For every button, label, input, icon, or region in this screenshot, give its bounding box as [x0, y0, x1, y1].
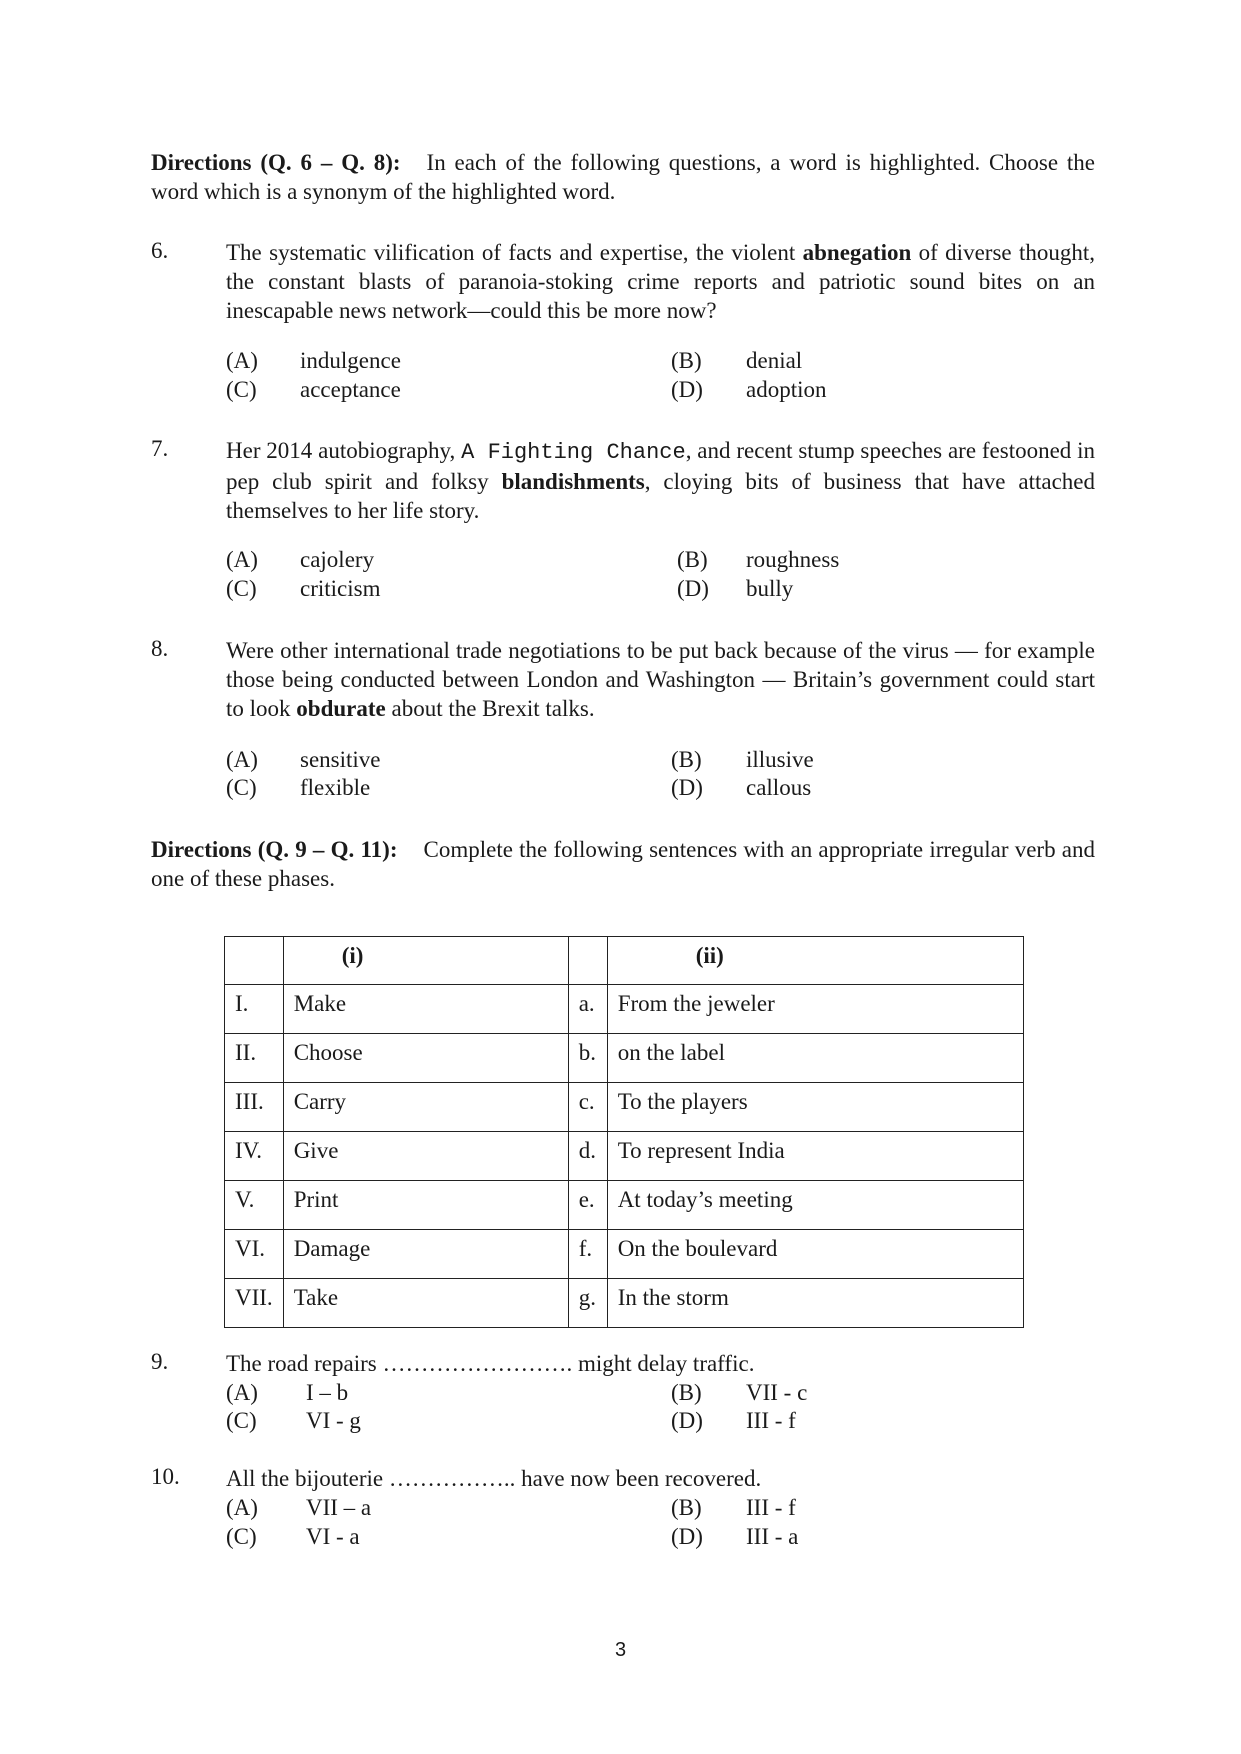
matching-table — [224, 936, 1024, 1328]
question-text-part: of diverse thought, the constant blasts of paranoia-stoking crime reports and patriotic sound bites on an inescapable news network—could this be more now? — [226, 240, 1096, 323]
option-text: III - f — [746, 1408, 796, 1433]
option-letter: (C) — [226, 1408, 257, 1433]
table-cell — [225, 937, 284, 985]
question-8-text — [226, 636, 1095, 723]
phrase: From the jeweler — [607, 985, 1023, 1034]
table-cell — [568, 937, 607, 985]
page-number: 3 — [614, 1639, 627, 1661]
phrase: To represent India — [607, 1132, 1023, 1181]
option-text: III - f — [746, 1495, 796, 1520]
verb: Print — [283, 1181, 568, 1230]
table-row — [225, 1181, 1024, 1230]
phrase-letter: e. — [568, 1181, 607, 1230]
phrase: At today’s meeting — [607, 1181, 1023, 1230]
option-letter: (C) — [226, 576, 257, 601]
table-row — [225, 985, 1024, 1034]
question-text-part: The systematic vilification of facts and expertise, the violent — [226, 240, 803, 265]
phrase-letter: a. — [568, 985, 607, 1034]
directions-label: Directions (Q. 6 – Q. 8): — [151, 150, 401, 175]
verb: Damage — [283, 1230, 568, 1279]
option-text: VII - c — [746, 1380, 808, 1405]
phrase: On the boulevard — [607, 1230, 1023, 1279]
verb: Make — [283, 985, 568, 1034]
table-row — [225, 1132, 1024, 1181]
highlighted-word: blandishments — [501, 469, 645, 494]
roman-numeral: II. — [225, 1034, 284, 1083]
verb: Carry — [283, 1083, 568, 1132]
option-letter: (D) — [671, 1408, 703, 1433]
question-9-text: The road repairs ……………………. might delay traffic. — [226, 1351, 755, 1376]
option-letter: (A) — [226, 348, 258, 373]
phrase: To the players — [607, 1083, 1023, 1132]
option-text: denial — [746, 348, 803, 373]
option-letter: (B) — [671, 747, 702, 772]
question-text-part: Her 2014 autobiography, — [226, 438, 462, 463]
phrase-letter: d. — [568, 1132, 607, 1181]
question-number: 7. — [151, 436, 169, 461]
option-text: cajolery — [300, 547, 375, 572]
option-text: indulgence — [300, 348, 401, 373]
highlighted-word: obdurate — [296, 696, 386, 721]
directions-q9-q11 — [151, 835, 1095, 893]
roman-numeral: VII. — [225, 1279, 284, 1328]
option-text: VI - a — [306, 1524, 360, 1549]
table-header-i: (i) — [283, 937, 568, 985]
directions-text: Complete the following sentences with an appropriate irregular verb and one of these phases. — [151, 837, 1095, 891]
roman-numeral: V. — [225, 1181, 284, 1230]
directions-label: Directions (Q. 9 – Q. 11): — [151, 837, 398, 862]
option-letter: (D) — [671, 377, 703, 402]
verb: Choose — [283, 1034, 568, 1083]
option-text: criticism — [300, 576, 381, 601]
phrase-letter: g. — [568, 1279, 607, 1328]
table-row — [225, 1083, 1024, 1132]
directions-text: In each of the following questions, a word is highlighted. Choose the word which is a synonym of the highlighted word. — [151, 150, 1096, 204]
question-number: 10. — [151, 1464, 180, 1489]
question-text-part: , and recent stump speeches are festooned in pep club spirit and folksy — [226, 438, 1096, 494]
table-header-row — [225, 937, 1024, 985]
question-text-part: about the Brexit talks. — [385, 696, 595, 721]
highlighted-word: abnegation — [802, 240, 912, 265]
option-text: acceptance — [300, 377, 401, 402]
option-letter: (B) — [671, 1380, 702, 1405]
roman-numeral: IV. — [225, 1132, 284, 1181]
question-text-part: , cloying bits of business that have attached themselves to her life story. — [226, 469, 1095, 523]
phrase-letter: c. — [568, 1083, 607, 1132]
option-letter: (B) — [671, 1495, 702, 1520]
directions-q6-q8 — [151, 148, 1095, 206]
option-text: callous — [746, 775, 812, 800]
option-letter: (A) — [226, 547, 258, 572]
option-letter: (A) — [226, 1495, 258, 1520]
table-header-ii: (ii) — [607, 937, 1023, 985]
option-letter: (D) — [671, 1524, 703, 1549]
table-row — [225, 1230, 1024, 1279]
option-text: bully — [746, 576, 794, 601]
phrase-letter: b. — [568, 1034, 607, 1083]
option-text: roughness — [746, 547, 840, 572]
option-letter: (D) — [671, 775, 703, 800]
book-title: A Fighting Chance — [461, 440, 686, 465]
option-letter: (A) — [226, 1380, 258, 1405]
option-letter: (C) — [226, 1524, 257, 1549]
option-text: flexible — [300, 775, 371, 800]
verb: Take — [283, 1279, 568, 1328]
question-7-text — [226, 436, 1095, 525]
table-row — [225, 1279, 1024, 1328]
option-text: VII – a — [306, 1495, 372, 1520]
option-text: illusive — [746, 747, 814, 772]
question-10-text: All the bijouterie …………….. have now been recovered. — [226, 1466, 762, 1491]
option-text: III - a — [746, 1524, 799, 1549]
question-text-part: Were other international trade negotiations to be put back because of the virus — for example those being conducted between London and Washington — Britain’s government could start to look — [226, 638, 1095, 721]
option-letter: (B) — [671, 348, 702, 373]
option-text: sensitive — [300, 747, 381, 772]
phrase: on the label — [607, 1034, 1023, 1083]
option-letter: (B) — [677, 547, 708, 572]
roman-numeral: I. — [225, 985, 284, 1034]
table-row — [225, 1034, 1024, 1083]
roman-numeral: VI. — [225, 1230, 284, 1279]
phrase-letter: f. — [568, 1230, 607, 1279]
option-letter: (A) — [226, 747, 258, 772]
option-text: VI - g — [306, 1408, 361, 1433]
verb: Give — [283, 1132, 568, 1181]
question-6-text — [226, 238, 1095, 325]
question-number: 6. — [151, 238, 169, 263]
question-number: 9. — [151, 1349, 169, 1374]
option-text: adoption — [746, 377, 827, 402]
question-number: 8. — [151, 636, 169, 661]
phrase: In the storm — [607, 1279, 1023, 1328]
option-letter: (D) — [677, 576, 709, 601]
option-letter: (C) — [226, 775, 257, 800]
option-letter: (C) — [226, 377, 257, 402]
roman-numeral: III. — [225, 1083, 284, 1132]
option-text: I – b — [306, 1380, 349, 1405]
